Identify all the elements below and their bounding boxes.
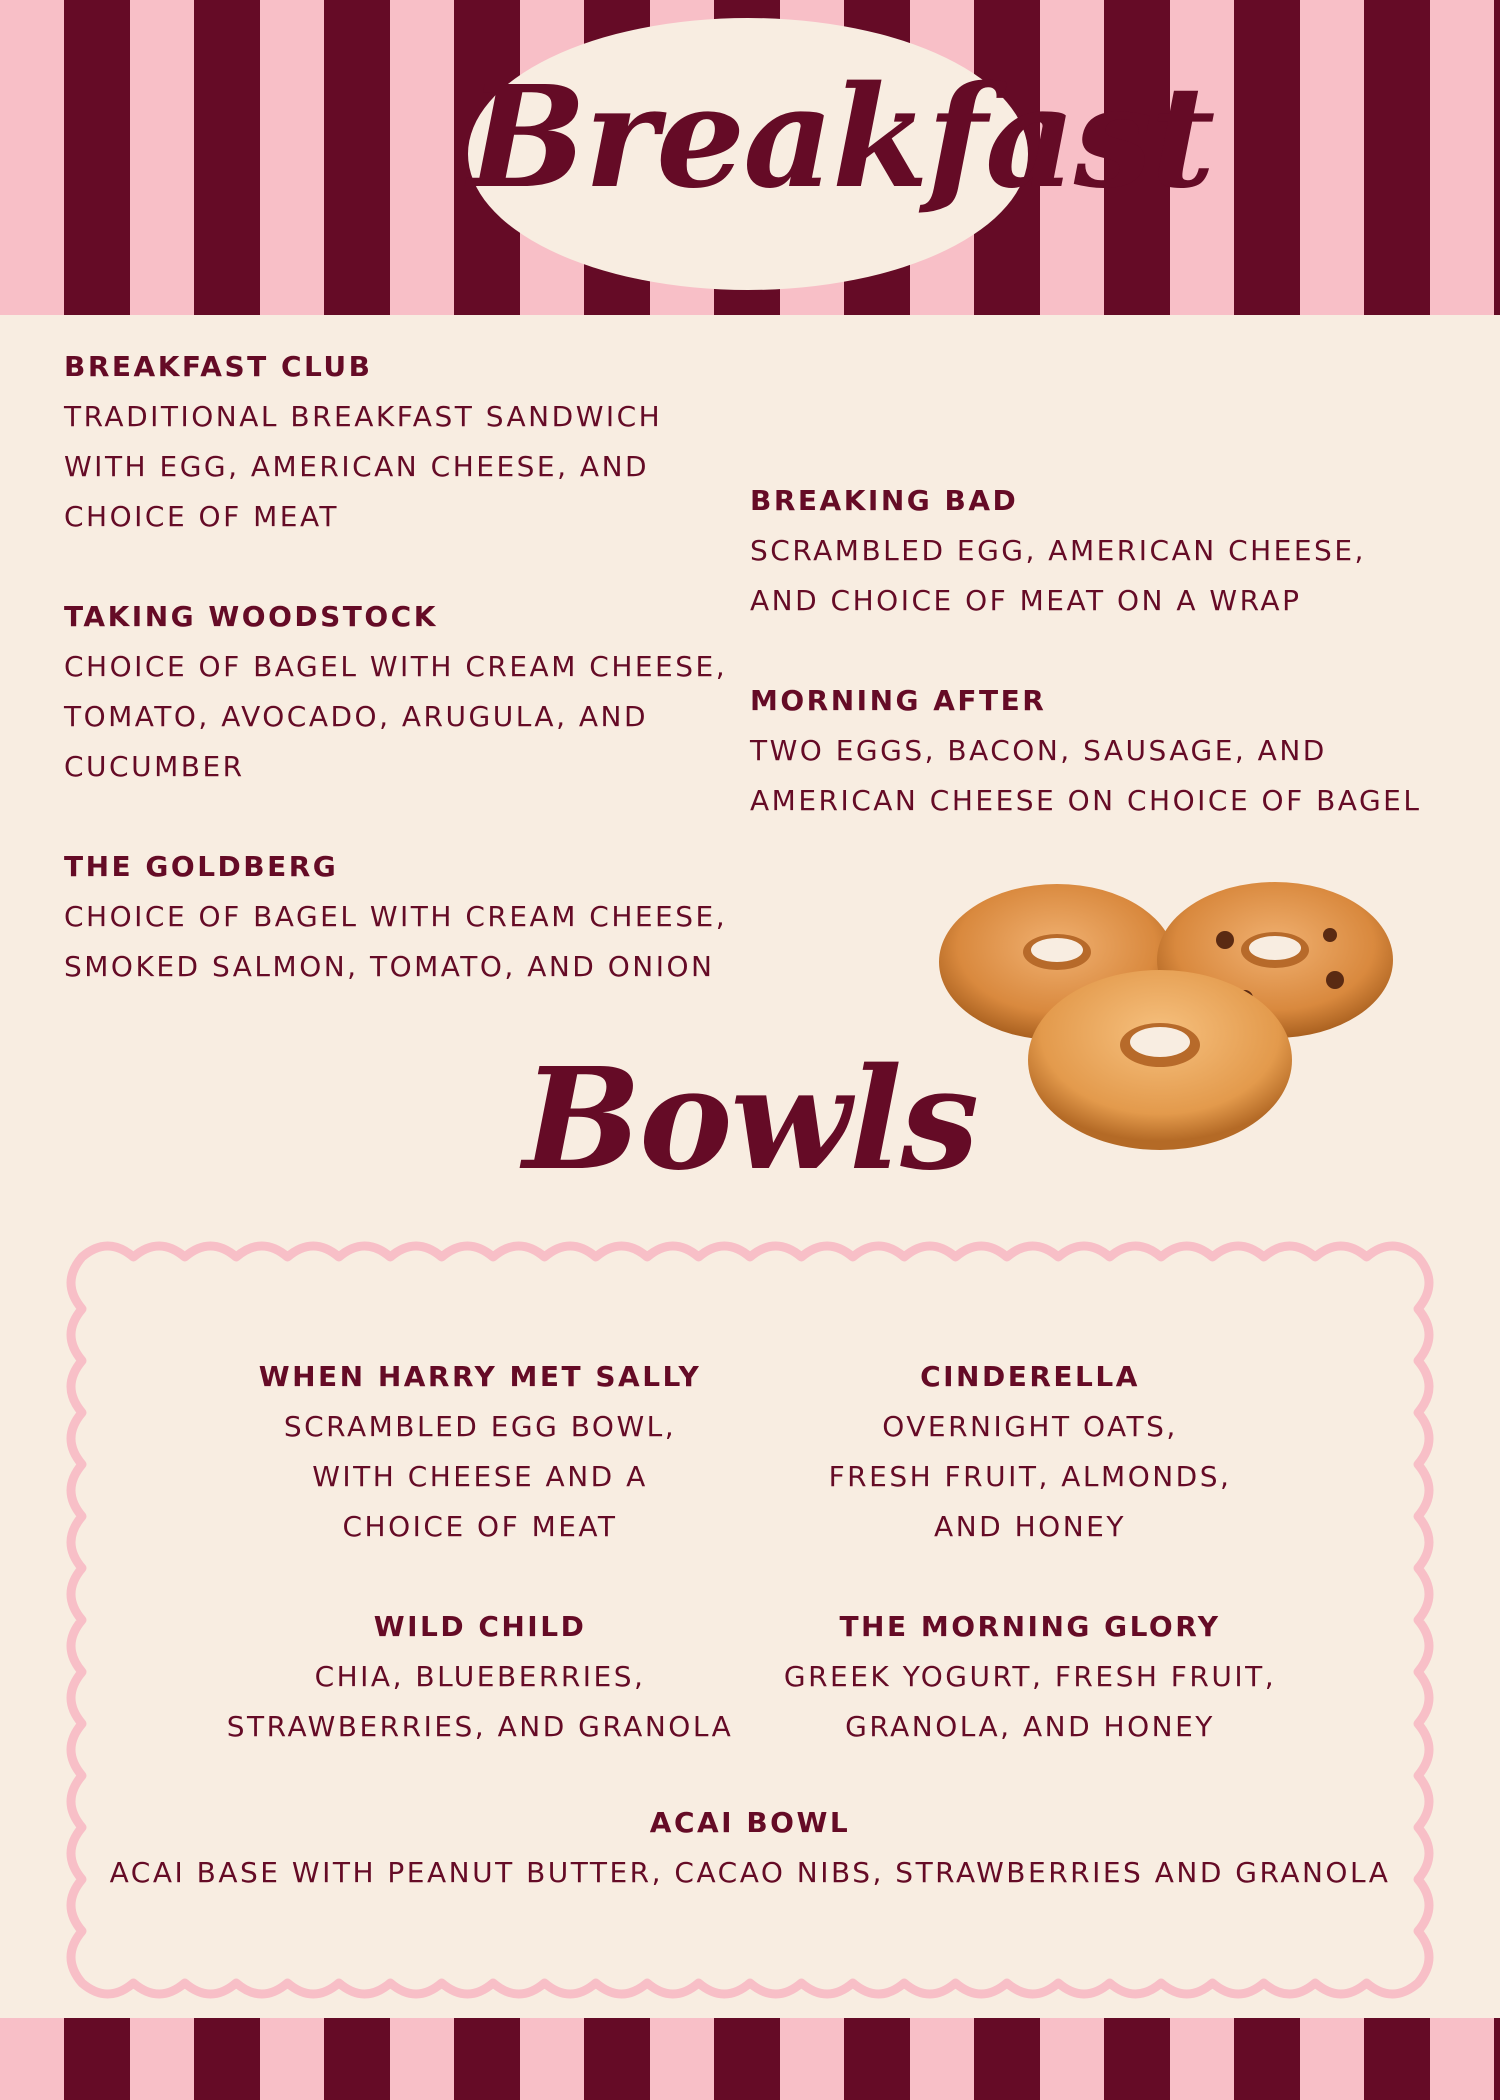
bowls-title: Bowls <box>522 1038 978 1202</box>
item-description: CHOICE OF BAGEL WITH CREAM CHEESE, TOMATO, AVOCADO, ARUGULA, AND CUCUMBER <box>64 650 728 783</box>
item-description: OVERNIGHT OATS, FRESH FRUIT, ALMONDS, AND HONEY <box>828 1410 1232 1543</box>
menu-item-when-harry-met-sally <box>180 1352 780 1552</box>
item-name: BREAKING BAD <box>750 484 1019 517</box>
item-description: TRADITIONAL BREAKFAST SANDWICH WITH EGG, AMERICAN CHEESE, AND CHOICE OF MEAT <box>64 400 663 533</box>
bagel-sesame <box>1028 970 1292 1150</box>
item-description: CHIA, BLUEBERRIES, STRAWBERRIES, AND GRANOLA <box>226 1660 734 1743</box>
item-name: BREAKFAST CLUB <box>64 350 373 383</box>
menu-item-acai-bowl <box>100 1798 1400 1898</box>
item-name: MORNING AFTER <box>750 684 1047 717</box>
item-name: ACAI BOWL <box>649 1806 851 1839</box>
item-name: THE MORNING GLORY <box>839 1610 1221 1643</box>
bagels-illustration <box>935 880 1415 1160</box>
item-description: SCRAMBLED EGG BOWL, WITH CHEESE AND A CHOICE OF MEAT <box>283 1410 677 1543</box>
item-name: WILD CHILD <box>373 1610 587 1643</box>
menu-item-breaking-bad <box>750 476 1450 626</box>
menu-item-taking-woodstock <box>64 592 744 792</box>
item-name: THE GOLDBERG <box>64 850 339 883</box>
item-name: TAKING WOODSTOCK <box>64 600 438 633</box>
item-description: TWO EGGS, BACON, SAUSAGE, AND AMERICAN CHEESE ON CHOICE OF BAGEL <box>750 734 1422 817</box>
menu-item-wild-child <box>180 1602 780 1752</box>
menu-item-the-morning-glory <box>730 1602 1330 1752</box>
item-description: ACAI BASE WITH PEANUT BUTTER, CACAO NIBS, STRAWBERRIES AND GRANOLA <box>109 1856 1391 1889</box>
bottom-stripe-banner <box>0 2018 1500 2100</box>
menu-item-morning-after <box>750 676 1450 826</box>
item-name: CINDERELLA <box>920 1360 1140 1393</box>
item-description: SCRAMBLED EGG, AMERICAN CHEESE, AND CHOICE OF MEAT ON A WRAP <box>750 534 1366 617</box>
menu-item-breakfast-club <box>64 342 724 542</box>
item-name: WHEN HARRY MET SALLY <box>258 1360 702 1393</box>
menu-item-the-goldberg <box>64 842 744 992</box>
item-description: GREEK YOGURT, FRESH FRUIT, GRANOLA, AND HONEY <box>783 1660 1277 1743</box>
menu-item-cinderella <box>730 1352 1330 1552</box>
breakfast-title: Breakfast <box>468 56 1214 220</box>
item-description: CHOICE OF BAGEL WITH CREAM CHEESE, SMOKED SALMON, TOMATO, AND ONION <box>64 900 728 983</box>
